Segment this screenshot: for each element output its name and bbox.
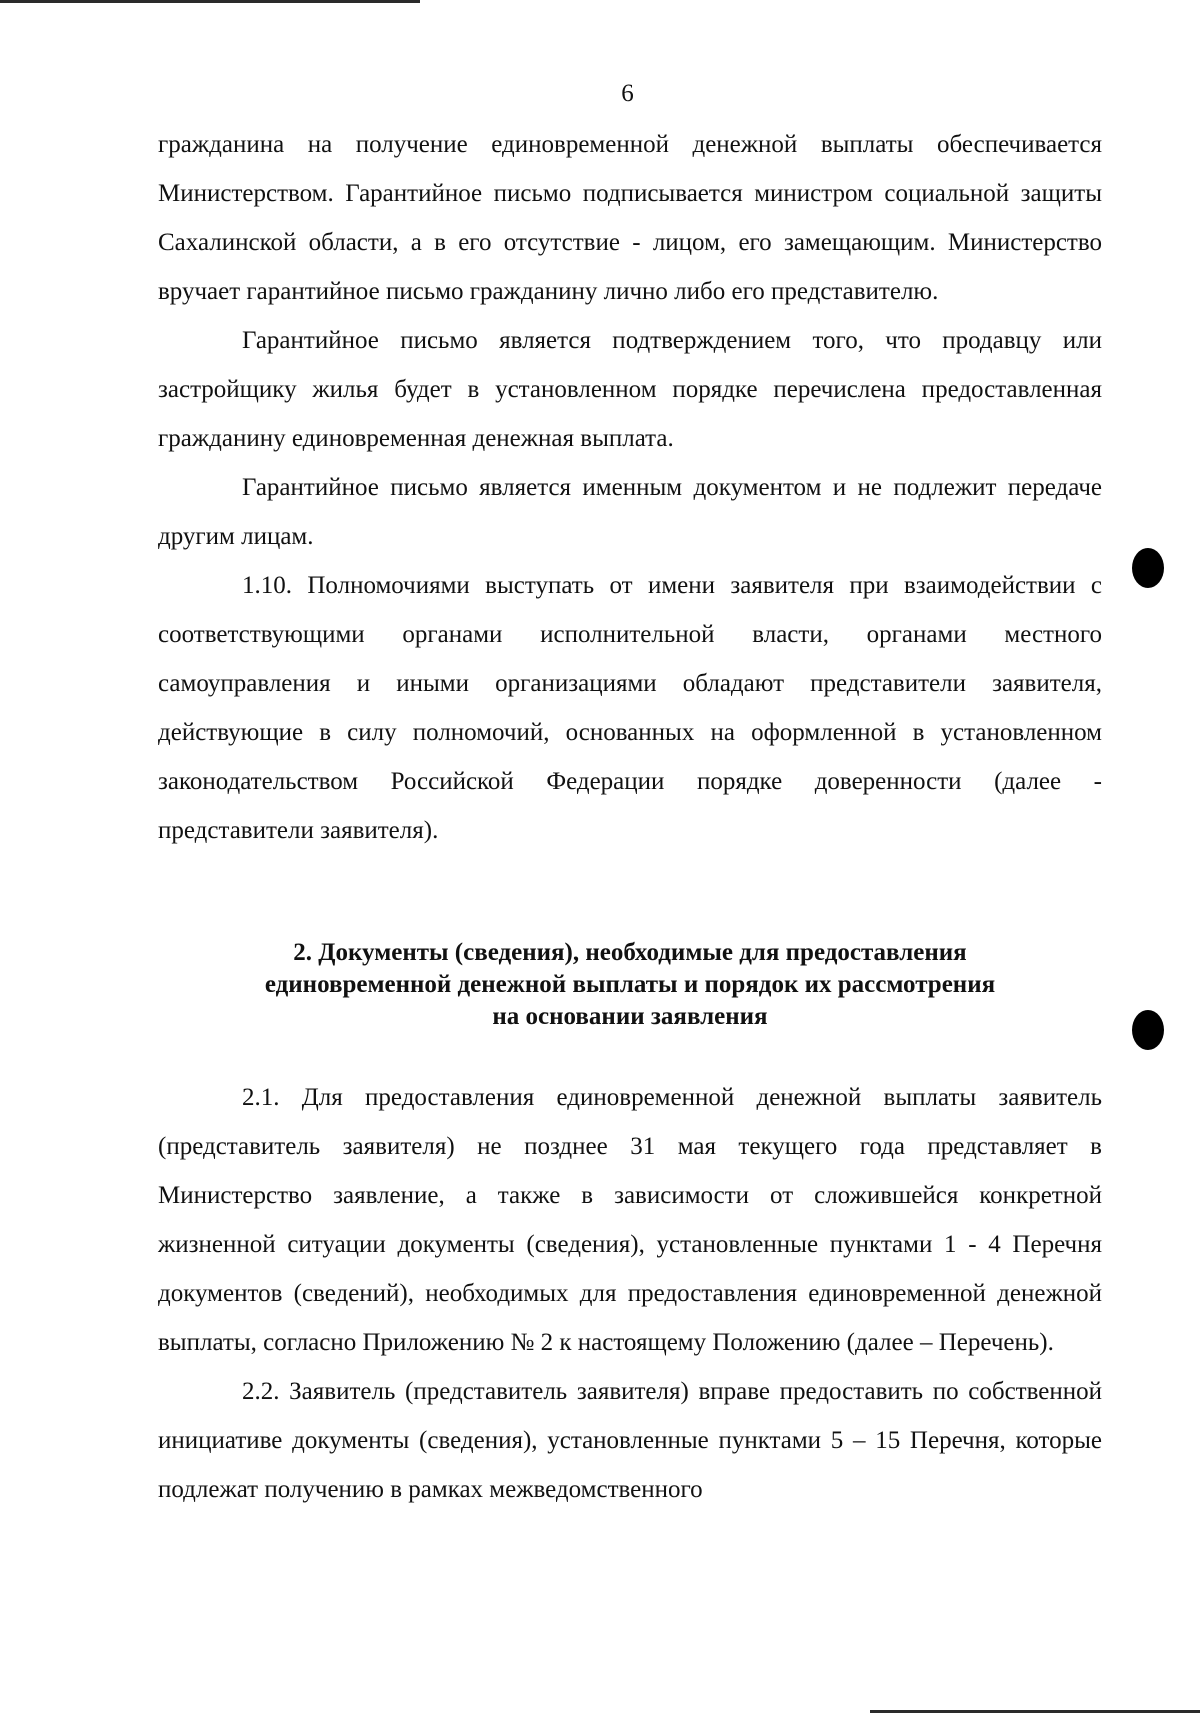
bottom-scan-edge-line [870,1710,1200,1713]
section-2-heading-line-2: единовременной денежной выплаты и порядок их рассмотрения [264,971,996,998]
punch-hole-mark [1132,1010,1164,1050]
paragraph-2-2-optional-documents: 2.2. Заявитель (представитель заявителя) вправе предоставить по собственной инициативе документы (сведения), установленные пунктами 5 – 15 Перечня, которые подлежат получению в рамках межведомственного [158,1378,1102,1503]
document-body [158,120,1102,1514]
section-2-heading [158,937,1102,1033]
punch-hole-mark [1132,548,1164,588]
paragraph-guarantee-letter-confirmation: Гарантийное письмо является подтверждением того, что продавцу или застройщику жилья будет в установленном порядке перечислена предоставленная гражданину единовременная денежная выплата. [158,327,1102,452]
top-scan-edge-line [0,0,420,3]
paragraph-guarantee-letter-continuation: гражданина на получение единовременной денежной выплаты обеспечивается Министерством. Гарантийное письмо подписывается министром социальной защиты Сахалинской области, а в его отсутствие - лицом, его замещающим. Министерство вручает гарантийное письмо гражданину лично либо его представителю. [158,131,1102,305]
paragraph-2-1-application: 2.1. Для предоставления единовременной денежной выплаты заявитель (представитель заявителя) не позднее 31 мая текущего года представляет в Министерство заявление, а также в зависимости от сложившейся конкретной жизненной ситуации документы (сведения), установленные пунктами 1 - 4 Перечня документов (сведений), необходимых для предоставления единовременной денежной выплаты, согласно Приложению № 2 к настоящему Положению (далее – Перечень). [158,1084,1102,1356]
page-number: 6 [621,80,634,107]
paragraph-guarantee-letter-personal: Гарантийное письмо является именным документом и не подлежит передаче другим лицам. [158,474,1102,550]
section-2-heading-line-1: 2. Документы (сведения), необходимые для предоставления [293,939,967,966]
paragraph-1-10-representatives: 1.10. Полномочиями выступать от имени заявителя при взаимодействии с соответствующими органами исполнительной власти, органами местного самоуправления и иными организациями обладают представители заявителя, действующие в силу полномочий, основанных на оформленной в установленном законодательством Российской Федерации порядке доверенности (далее - представители заявителя). [158,572,1102,844]
section-2-heading-line-3: на основании заявления [492,1003,768,1030]
